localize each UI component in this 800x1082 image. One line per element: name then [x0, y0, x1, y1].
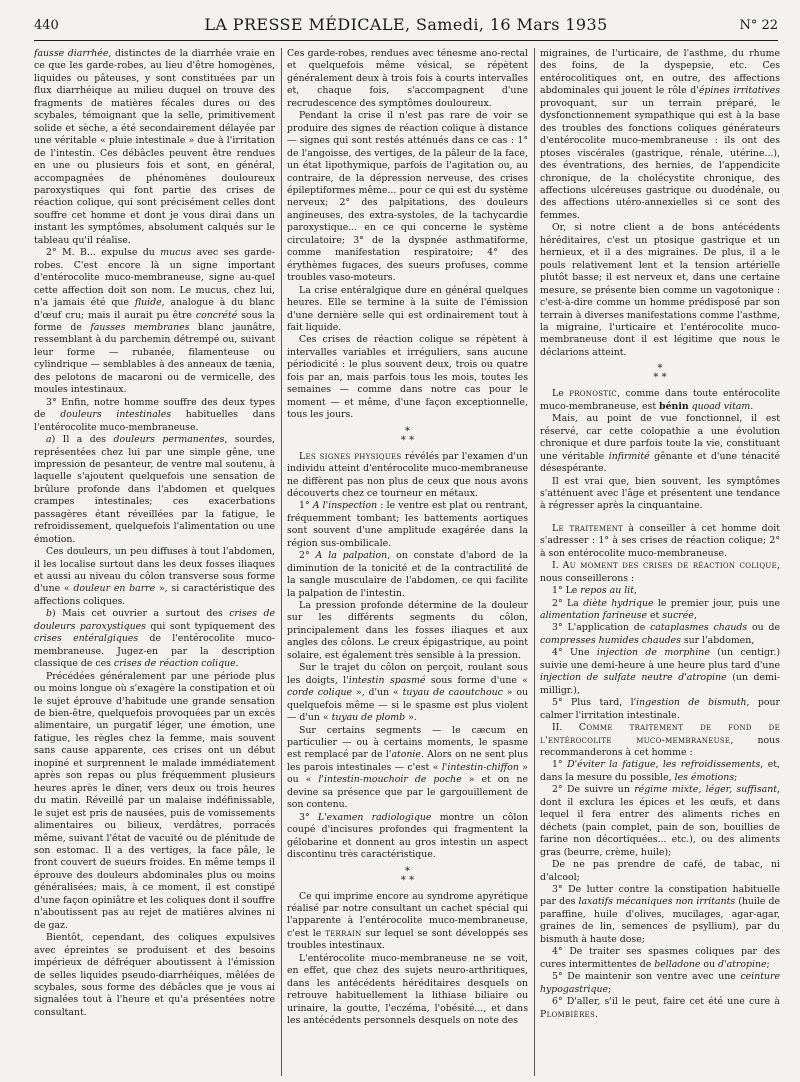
- paragraph: Ces crises de réaction colique se répètent à intervalles variables et irréguliers, sans aucune périodicité : le plus souvent deux, trois ou quatre fois par an, mais parfois tous les mois, toutes les semaines — comme dans notre cas pour le moment — et même, d'une façon exceptionnelle, tous les jours.: [287, 334, 528, 421]
- paragraph: 4° Une injection de morphine (un centigr.) suivie une demi-heure à une heure plus tard d'une injection de sulfate neutre d'atropine (un demi-milligr.),: [540, 647, 780, 696]
- section-separator: * * *: [653, 363, 667, 384]
- paragraph: L'entérocolite muco-membraneuse ne se voit, en effet, que chez des sujets neuro-arthritiques, dans les antécédents héréditaires desquels on retrouve habituellement la lithiase biliaire ou urinaire, la goutte, l'eczéma, l'obésité..., et dans les antécédents personnels desquels on note des: [287, 952, 528, 1027]
- paragraph: Le pronostic, comme dans toute entérocolite muco-membraneuse, est bénin quoad vitam.: [540, 388, 780, 412]
- text-column-2: [287, 48, 528, 1074]
- paragraph: Ce qui imprime encore au syndrome apyrétique réalisé par notre consultant un cachet spécial qui l'apparente à l'entérocolite muco-membraneuse, c'est le terrain sur lequel se sont développés ses troubles intestinaux.: [287, 890, 528, 952]
- paragraph: Les signes physiques révélés par l'examen d'un individu atteint d'entérocolite muco-membraneuse ne diffèrent pas non plus de ceux que nous avons découverts chez ce tourneur en métaux.: [287, 450, 528, 499]
- paragraph: 5° Plus tard, l'ingestion de bismuth, pour calmer l'irritation intestinale.: [540, 697, 780, 721]
- column-divider: [534, 48, 535, 1076]
- paragraph: Ces garde-robes, rendues avec ténesme ano-rectal et quelquefois même vésical, se répètent généralement deux à trois fois à courts intervalles et, chaque fois, s'accompagnent d'une recrudescence des symptômes douloureux.: [287, 48, 528, 109]
- paragraph: Mais, au point de vue fonctionnel, il est réservé, car cette colopathie a une évolution chronique et dure parfois toute la vie, constituant une véritable infirmité gênante et d'une ténacité désespérante.: [540, 413, 780, 475]
- paragraph: a) Il a des douleurs permanentes, sourdes, représentées chez lui par une simple gêne, une impression de pesanteur, de ventre mal soutenu, à laquelle s'ajoutent quelquefois une sensation de brûlure profonde dans l'abdomen et quelques crampes intestinales; ces exacerbations passagères étant réveillées par la fatigue, le refroidissement, quelquefois l'alimentation ou une émotion.: [34, 434, 275, 545]
- paragraph: 4° De traiter ses spasmes coliques par des cures intermittentes de belladone ou d'atropine;: [540, 946, 780, 970]
- paragraph: migraines, de l'urticaire, de l'asthme, du rhume des foins, de la dyspepsie, etc. Ces entérocolitiques ont, en outre, des affections abdominales qui jouent le rôle d'épines irritatives provoquant, sur un terrain préparé, le dysfonctionnement sympathique qui est à la base des troubles des fonctions coliques générateurs d'entérocolite muco-membraneuse : ils ont des ptoses viscérales (gastrique, rénale, utérine...), des éventrations, des hernies, de l'appendicite chronique, de la cholécystite chronique, des affections ulcéreuses gastrique ou duodénale, ou des affections utéro-annexielles si ce sont des femmes.: [540, 48, 780, 221]
- text-column-1: [34, 48, 275, 1074]
- paragraph: 2° A la palpation, on constate d'abord de la diminution de la tonicité et de la contractilité de la sangle musculaire de l'abdomen, ce qui facilite la palpation de l'intestin.: [287, 550, 528, 599]
- paragraph: I. Au moment des crises de réaction colique, nous conseillerons :: [540, 560, 780, 584]
- paragraph: 3° De lutter contre la constipation habituelle par des laxatifs mécaniques non irritants (huile de paraffine, huile d'olives, mucilages, agar-agar, graines de lin, semences de psyllium), par du bismuth à haute dose;: [540, 884, 780, 945]
- paragraph: 2° La diète hydrique le premier jour, puis une alimentation farineuse et sucrée,: [540, 597, 780, 622]
- running-header: [34, 14, 778, 41]
- paragraph: 3° L'examen radiologique montre un côlon coupé d'incisures profondes qui fragmentent la gélobarine et donnent au gros intestin un aspect discontinu très caractéristique.: [287, 811, 528, 861]
- section-separator: * * *: [400, 425, 415, 446]
- section-separator: * * *: [400, 865, 415, 886]
- paragraph: Sur le trajet du côlon on perçoit, roulant sous les doigts, l'intestin spasmé sous forme d'une « corde colique », d'un « tuyau de caoutchouc » ou quelquefois même — si le spasme est plus violent — d'un « tuyau de plomb ».: [287, 662, 528, 724]
- paragraph: Le traitement à conseiller à cet homme doit s'adresser : 1° à ses crises de réaction colique; 2° à son entérocolite muco-membraneuse.: [540, 522, 780, 559]
- paragraph: 3° L'application de cataplasmes chauds ou de compresses humides chaudes sur l'abdomen,: [540, 622, 780, 646]
- paragraph: Or, si notre client a de bons antécédents héréditaires, c'est un ptosique gastrique et un hernieux, et il a des migraines. De plus, il a le pouls relativement lent et la tension artérielle plutôt basse; il est nerveux et, dans une certaine mesure, se présente bien comme un vagotonique : c'est-à-dire comme un homme prédisposé par son terrain à diverses manifestations comme l'asthme, la migraine, l'urticaire et l'entérocolite muco-membraneuse dont il est légitime que nous le déclarions atteint.: [540, 222, 780, 358]
- column-divider: [281, 48, 282, 1076]
- paragraph: 1° D'éviter la fatigue, les refroidissements, et, dans la mesure du possible, les émotions;: [540, 759, 780, 783]
- section-gap: [540, 513, 780, 523]
- paragraph: 2° De suivre un régime mixte, léger, suffisant, dont il exclura les épices et les œufs, et dans lequel il fera entrer des aliments riches en déchets (pain complet, pain de son, bouillies de farine non décortiquées... etc.), ou des aliments gras (beurre, crème, huile);: [540, 784, 780, 858]
- paragraph: De ne pas prendre de café, de tabac, ni d'alcool;: [540, 859, 780, 883]
- paragraph: 2° M. B... expulse du mucus avec ses garde-robes. C'est encore là un signe important d'entérocolite muco-membraneuse, signe au-quel cette affection doit son nom. Le mucus, chez lui, n'a jamais été que fluide, analogue à du blanc d'œuf cru; mais il aurait pu être concrété sous la forme de fausses membranes blanc jaunâtre, ressemblant à du parchemin détrempé ou, suivant leur forme — rubanée, filamenteuse ou cylindrique — semblables à des anneaux de tænia, des pelotons de macaroni ou de vermicelle, des moules intestinaux.: [34, 247, 275, 396]
- paragraph: II. Comme traitement de fond de l'entérocolite muco-membraneuse, nous recommanderons à cet homme :: [540, 722, 780, 759]
- paragraph: Il est vrai que, bien souvent, les symptômes s'atténuent avec l'âge et présentent une tendance à régresser après la cinquantaine.: [540, 475, 780, 512]
- paragraph: Ces douleurs, un peu diffuses à tout l'abdomen, il les localise surtout dans les deux fosses iliaques et aussi au niveau du côlon transverse sous forme d'une « douleur en barre », si caractéristique des affections coliques.: [34, 546, 275, 607]
- paragraph: 1° Le repos au lit,: [552, 585, 637, 597]
- paragraph: Bientôt, cependant, des coliques expulsives avec épreintes se produisent et des besoins impérieux de défréquer aboutissent à l'émission de selles liquides pseudo-diarrhéiques, mêlées de scybales, sous forme des débâcles que je vous ai signalées tout à l'heure et qu'a présentées notre consultant.: [34, 932, 275, 1018]
- paragraph: La crise entéralgique dure en général quelques heures. Elle se termine à la suite de l'émission d'une dernière selle qui est ordinairement tout à fait liquide.: [287, 284, 528, 333]
- paragraph: 3° Enfin, notre homme souffre des deux types de douleurs intestinales habituelles dans l'entérocolite muco-membraneuse.: [34, 396, 275, 433]
- journal-title: LA PRESSE MÉDICALE, Samedi, 16 Mars 1935: [204, 15, 608, 34]
- paragraph: Pendant la crise il n'est pas rare de voir se produire des signes de réaction colique à distance — signes qui sont restés atténués dans ce cas : 1° de l'angoisse, des vertiges, de la pâleur de la face, un état lipothymique, parfois de l'agitation ou, au contraire, de la dépression nerveuse, des crises épileptiformes même... pour ce qui est du système nerveux; 2° des palpitations, des douleurs angineuses, des extra-systoles, de la tachycardie paroxystique... en ce qui concerne le système circulatoire; 3° de la dyspnée asthmatiforme, comme manifestation respiratoire; 4° des érythèmes fugaces, des sueurs profuses, comme troubles vaso-moteurs.: [287, 110, 528, 284]
- paragraph: fausse diarrhée, distinctes de la diarrhée vraie en ce que les garde-robes, au lieu d'être homogènes, liquides ou pâteuses, y sont constituées par un flux diarrhéique au milieu duquel on trouve des fragments de matières fécales dures ou des scybales, témoignant que la selle, primitivement solide et sèche, a été secondairement délayée par une véritable « pluie intestinale » due à l'irritation de l'intestin. Ces débâcles peuvent être rendues en une ou plusieurs fois et sont, en général, accompagnées de phénomènes douloureux paroxystiques qui font partie des crises de réaction colique, qui sont précisément celles dont souffre cet homme et dont je vous dirai dans un instant les symptômes, absolument calqués sur le tableau qu'il réalise.: [34, 48, 275, 246]
- paragraph: 5° De maintenir son ventre avec une ceinture hypogastrique;: [540, 971, 780, 995]
- page-number: 440: [34, 18, 59, 33]
- paragraph: b) Mais cet ouvrier a surtout des crises de douleurs paroxystiques qui sont typiquement des crises entéralgiques de l'entérocolite muco-membraneuse. Jugez-en par la description classique de ces crises de réaction colique.: [34, 608, 275, 670]
- paragraph: La pression profonde détermine de la douleur sur les différents segments du côlon, principalement dans les fosses iliaques et aux angles des côlons. Le creux épigastrique, au point solaire, est également très sensible à la pression.: [287, 600, 528, 661]
- text-column-3: [540, 48, 780, 1074]
- paragraph: Précédées généralement par une période plus ou moins longue où s'exagère la constipation et où le sujet éprouve d'habitude une grande sensation de bien-être, quelquefois provoquées par un excès alimentaire, un purgatif léger, une émotion, une fatigue, les règles chez la femme, mais souvent sans cause apparente, ces crises ont un début inopiné et surprennent le malade immédiatement après son repas ou plus fréquemment plusieurs heures après le dîner, vers deux ou trois heures du matin. Réveillé par un malaise indéfinissable, le sujet est pris de nausées, puis de vomissements alimentaires ou bilieux, verdâtres, porracés même, suivant l'état de vacuité ou de plénitude de son estomac. Il a des vertiges, la face pâle, le front couvert de sueurs froides. En même temps il éprouve des douleurs abdominales plus ou moins généralisées; mais, à ce moment, il est constipé d'une façon opiniâtre et les coliques dont il souffre n'aboutissent pas au rejet de matières alvines ni de gaz.: [34, 670, 275, 931]
- issue-number: N° 22: [739, 18, 778, 33]
- paragraph: 6° D'aller, s'il le peut, faire cet été une cure à Plombières.: [540, 996, 780, 1020]
- paragraph: 1° A l'inspection : le ventre est plat ou rentrant, fréquemment tombant; les battements aortiques sont souvent d'une amplitude exagérée dans la région sus-ombilicale.: [287, 500, 528, 549]
- paragraph: Sur certains segments — le cæcum en particulier — ou à certains moments, le spasme est remplacé par de l'atonie. Alors on ne sent plus les parois intestinales — c'est « l'intestin-chiffon » ou « l'intestin-mouchoir de poche » et on ne devine sa présence que par le gargouillement de son contenu.: [287, 724, 528, 811]
